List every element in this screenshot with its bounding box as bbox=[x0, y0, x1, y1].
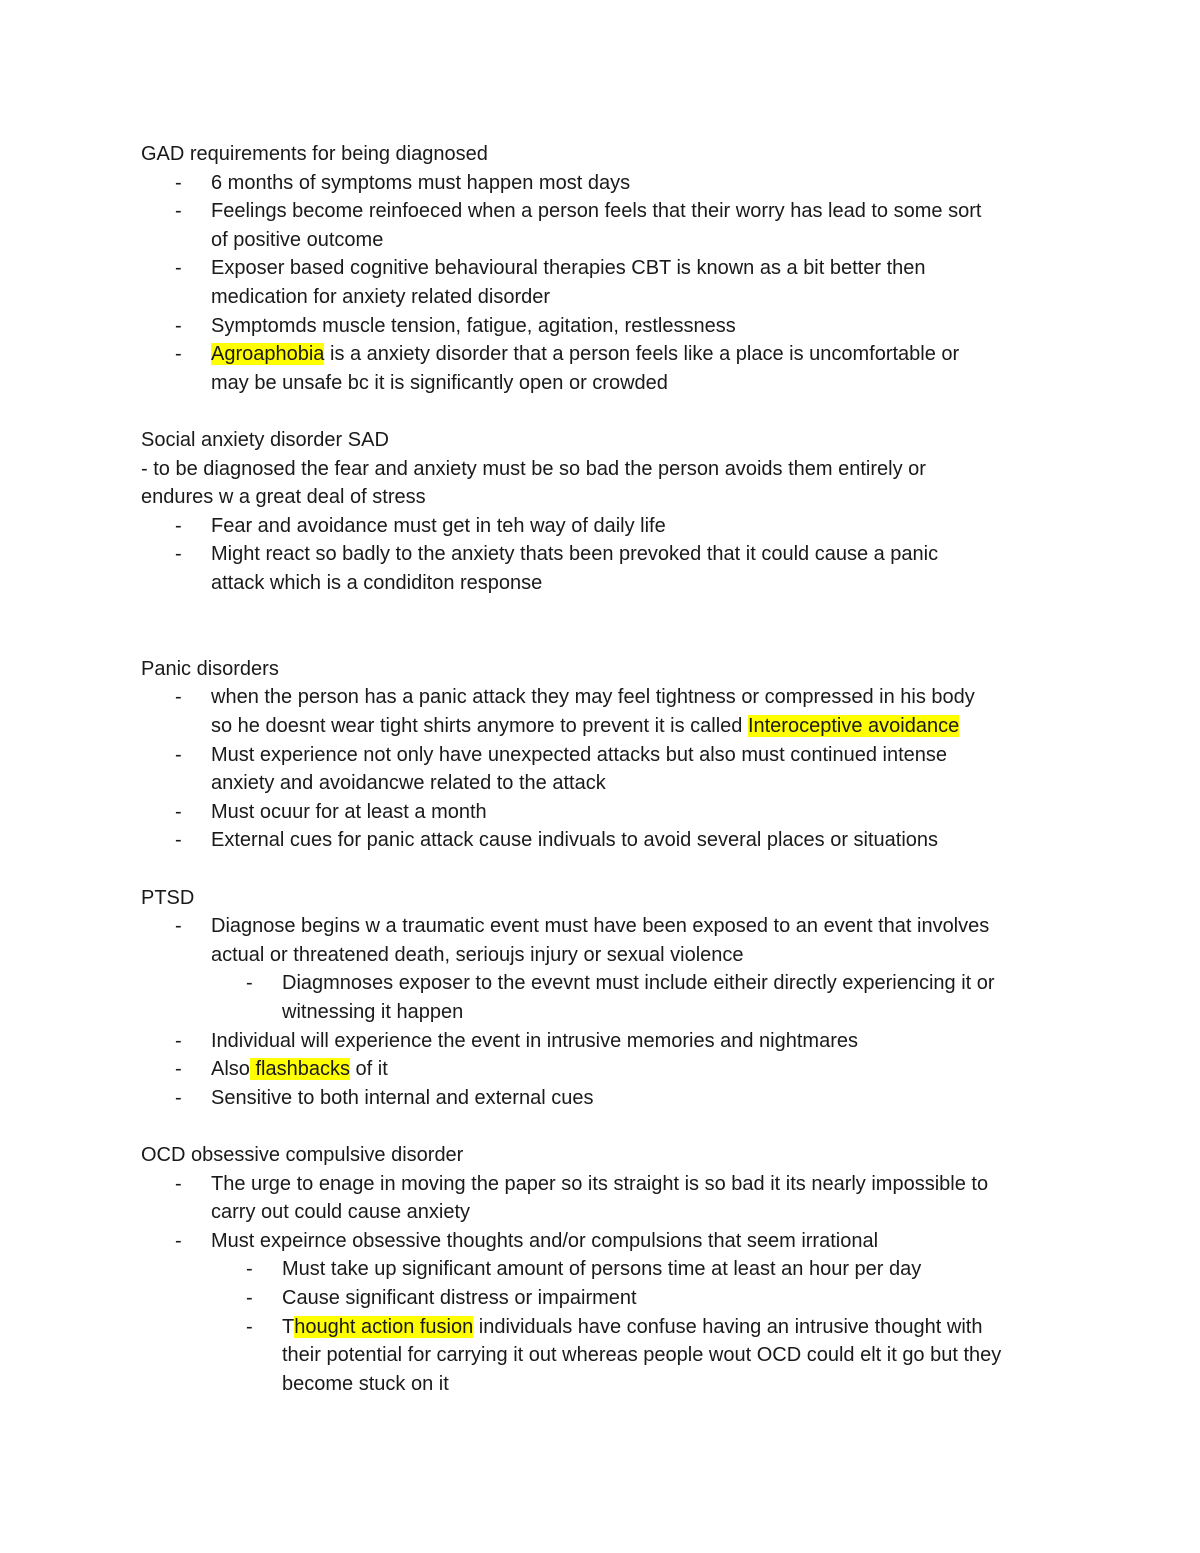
sub-bullet-line bbox=[282, 1313, 982, 1341]
text-run: 6 months of symptoms must happen most days bbox=[211, 171, 631, 194]
text-run: T bbox=[282, 1315, 295, 1338]
bullet-line bbox=[211, 683, 975, 711]
sub-bullet-line bbox=[282, 1255, 921, 1283]
bullet-dash: - bbox=[175, 1058, 182, 1081]
bullet-line bbox=[211, 798, 487, 826]
text-run: Feelings become reinfoeced when a person feels that their worry has lead to some sort bbox=[211, 200, 982, 223]
bullet-dash: - bbox=[175, 314, 182, 337]
bullet-dash: - bbox=[175, 343, 182, 366]
section-heading: GAD requirements for being diagnosed bbox=[141, 143, 488, 165]
bullet-line bbox=[211, 540, 938, 568]
bullet-dash: - bbox=[175, 1086, 182, 1109]
bullet-line bbox=[211, 769, 606, 797]
text-run: The urge to enage in moving the paper so its straight is so bad it its nearly impossible to bbox=[211, 1172, 989, 1195]
bullet-dash: - bbox=[175, 171, 182, 194]
text-run: actual or threatened death, serioujs injury or sexual violence bbox=[211, 943, 744, 966]
bullet-line bbox=[211, 1227, 878, 1255]
bullet-line bbox=[211, 254, 926, 282]
bullet-dash: - bbox=[175, 514, 182, 537]
text-run: Also bbox=[211, 1058, 250, 1081]
text-run: medication for anxiety related disorder bbox=[211, 286, 551, 308]
bullet-dash: - bbox=[175, 1229, 182, 1252]
bullet-line bbox=[211, 169, 630, 197]
sub-bullet-line bbox=[282, 998, 463, 1026]
bullet-line bbox=[211, 512, 666, 540]
bullet-line bbox=[211, 941, 744, 969]
text-run: Individual will experience the event in intrusive memories and nightmares bbox=[211, 1029, 858, 1052]
text-run: carry out could cause anxiety bbox=[211, 1201, 471, 1224]
sub-bullet-line bbox=[282, 969, 995, 997]
bullet-line bbox=[211, 369, 668, 397]
section-heading: Social anxiety disorder SAD bbox=[141, 429, 389, 451]
bullet-line bbox=[211, 569, 542, 597]
text-run: of positive outcome bbox=[211, 228, 384, 251]
bullet-line bbox=[211, 741, 947, 769]
text-run: so he doesnt wear tight shirts anymore to prevent it is called bbox=[211, 715, 748, 737]
text-run: Diagmnoses exposer to the evevnt must include eitheir directly experiencing it or bbox=[282, 972, 995, 995]
bullet-line bbox=[211, 1084, 593, 1112]
bullet-dash: - bbox=[246, 1315, 253, 1338]
sub-bullet-line bbox=[282, 1341, 1001, 1369]
bullet-dash: - bbox=[175, 800, 182, 823]
bullet-dash: - bbox=[175, 257, 182, 280]
bullet-dash: - bbox=[175, 200, 182, 223]
bullet-dash: - bbox=[246, 1287, 253, 1309]
bullet-line bbox=[211, 712, 959, 740]
text-run: Must expeirnce obsessive thoughts and/or compulsions that seem irrational bbox=[211, 1229, 879, 1252]
highlighted-term: Agroaphobia bbox=[211, 343, 325, 366]
bullet-line bbox=[211, 1170, 988, 1198]
bullet-line bbox=[211, 826, 938, 854]
section-heading: PTSD bbox=[141, 886, 195, 909]
sub-bullet-line bbox=[282, 1370, 449, 1398]
bullet-line bbox=[211, 226, 383, 254]
text-run: Sensitive to both internal and external cues bbox=[211, 1086, 594, 1109]
bullet-line bbox=[211, 1198, 470, 1226]
bullet-line bbox=[211, 340, 959, 368]
bullet-dash: - bbox=[175, 1172, 182, 1195]
text-run: Must ocuur for at least a month bbox=[211, 800, 487, 823]
text-run: of it bbox=[349, 1058, 388, 1081]
highlighted-term: hought action fusion bbox=[294, 1315, 474, 1338]
bullet-dash: - bbox=[175, 1029, 182, 1052]
bullet-line bbox=[211, 197, 981, 225]
bullet-line bbox=[211, 283, 550, 311]
highlighted-term: Interoceptive avoidance bbox=[747, 715, 960, 737]
section-heading: Panic disorders bbox=[141, 657, 279, 680]
text-run: individuals have confuse having an intrusive thought with bbox=[473, 1315, 983, 1338]
text-run: External cues for panic attack cause indivuals to avoid several places or situations bbox=[211, 829, 939, 852]
bullet-dash: - bbox=[175, 543, 182, 566]
text-run: anxiety and avoidancwe related to the attack bbox=[211, 772, 606, 795]
text-run: become stuck on it bbox=[282, 1372, 449, 1395]
bullet-dash: - bbox=[175, 915, 182, 938]
text-run: Exposer based cognitive behavioural therapies CBT is known as a bit better then bbox=[211, 257, 926, 280]
text-run: Fear and avoidance must get in teh way of daily life bbox=[211, 514, 666, 537]
highlighted-term: flashbacks bbox=[249, 1058, 350, 1081]
text-run: when the person has a panic attack they may feel tightness or compressed in his body bbox=[211, 686, 975, 709]
section-intro-line: - to be diagnosed the fear and anxiety must be so bad the person avoids them entirely or bbox=[141, 457, 926, 480]
bullet-line bbox=[211, 1027, 858, 1055]
text-run: may be unsafe bc it is significantly open or crowded bbox=[211, 371, 668, 394]
text-run: Must experience not only have unexpected attacks but also must continued intense bbox=[211, 743, 948, 766]
bullet-dash: - bbox=[175, 829, 182, 852]
text-run: Cause significant distress or impairment bbox=[282, 1287, 637, 1309]
text-run: Symptomds muscle tension, fatigue, agitation, restlessness bbox=[211, 314, 736, 337]
bullet-line bbox=[211, 312, 736, 340]
text-run: is a anxiety disorder that a person feels like a place is uncomfortable or bbox=[324, 343, 960, 366]
text-run: their potential for carrying it out whereas people wout OCD could elt it go but they bbox=[282, 1344, 1002, 1367]
text-run: Might react so badly to the anxiety thats been prevoked that it could cause a panic bbox=[211, 543, 939, 566]
bullet-dash: - bbox=[175, 686, 182, 709]
bullet-dash: - bbox=[246, 972, 253, 995]
bullet-dash: - bbox=[246, 1258, 253, 1281]
section-heading: OCD obsessive compulsive disorder bbox=[141, 1144, 464, 1166]
text-run: witnessing it happen bbox=[282, 1001, 464, 1023]
bullet-dash: - bbox=[175, 743, 182, 766]
text-run: Diagnose begins w a traumatic event must have been exposed to an event that involves bbox=[211, 915, 990, 938]
text-run: Must take up significant amount of persons time at least an hour per day bbox=[282, 1258, 922, 1281]
section-intro-line: endures w a great deal of stress bbox=[141, 486, 426, 509]
bullet-line bbox=[211, 1055, 388, 1083]
bullet-line bbox=[211, 912, 989, 940]
sub-bullet-line bbox=[282, 1284, 637, 1312]
text-run: attack which is a condiditon response bbox=[211, 572, 543, 594]
